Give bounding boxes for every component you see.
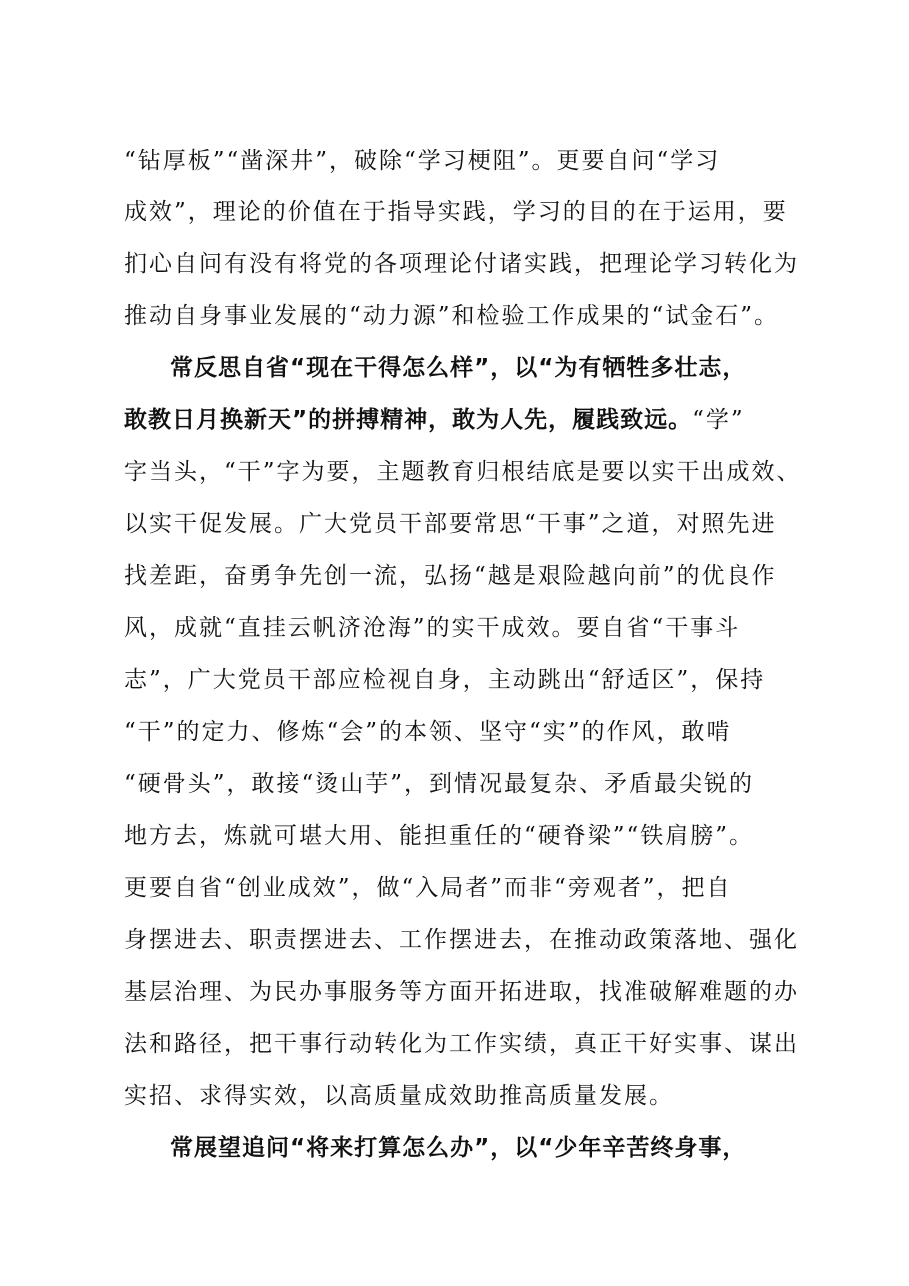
paragraph-line: 基层治理、为民办事服务等方面开拓进取，找准破解难题的办 [124, 979, 799, 1005]
paragraph-line: 身摆进去、职责摆进去、工作摆进去，在推动政策落地、强化 [124, 927, 799, 953]
section-heading-line: 常反思自省“现在干得怎么样”，以“为有牺牲多壮志， [170, 355, 747, 381]
paragraph-line: “硬骨头”，敢接“烫山芋”，到情况最复杂、矛盾最尖锐的 [124, 771, 755, 797]
paragraph-line: 志”，广大党员干部应检视自身，主动跳出“舒适区”，保持 [124, 667, 766, 693]
paragraph-line: 更要自省“创业成效”，做“入局者”而非“旁观者”，把自 [124, 875, 732, 901]
paragraph-line: 成效”，理论的价值在于指导实践，学习的目的在于运用，要 [124, 199, 788, 225]
paragraph-line: “干”的定力、修炼“会”的本领、坚守“实”的作风，敢啃 [124, 719, 732, 745]
paragraph-line: 法和路径，把干事行动转化为工作实绩，真正干好实事、谋出 [124, 1031, 799, 1057]
paragraph-line: 扪心自问有没有将党的各项理论付诸实践，把理论学习转化为 [124, 251, 799, 277]
heading-line-with-tail [124, 405, 745, 435]
paragraph-text: “学” [692, 407, 745, 433]
paragraph-line: 风，成就“直挂云帆济沧海”的实干成效。要自省“干事斗 [124, 615, 741, 641]
paragraph-line: 以实干促发展。广大党员干部要常思“干事”之道，对照先进 [124, 511, 777, 537]
paragraph-line: 找差距，奋勇争先创一流，弘扬“越是艰险越向前”的优良作 [124, 563, 777, 589]
paragraph-line: 实招、求得实效，以高质量成效助推高质量发展。 [124, 1083, 674, 1109]
section-heading-line: 敢教日月换新天”的拼搏精神，敢为人先，履践致远。 [124, 407, 693, 433]
paragraph-line: 推动自身事业发展的“动力源”和检验工作成果的“试金石”。 [124, 303, 780, 329]
paragraph-line: “钻厚板”“凿深井”，破除“学习梗阻”。更要自问“学习 [124, 148, 721, 174]
section-heading-line: 常展望追问“将来打算怎么办”，以“少年辛苦终身事， [170, 1135, 747, 1161]
paragraph-line: 地方去，炼就可堪大用、能担重任的“硬脊梁”“铁肩膀”。 [124, 823, 755, 849]
paragraph-line: 字当头，“干”字为要，主题教育归根结底是要以实干出成效、 [124, 459, 802, 485]
